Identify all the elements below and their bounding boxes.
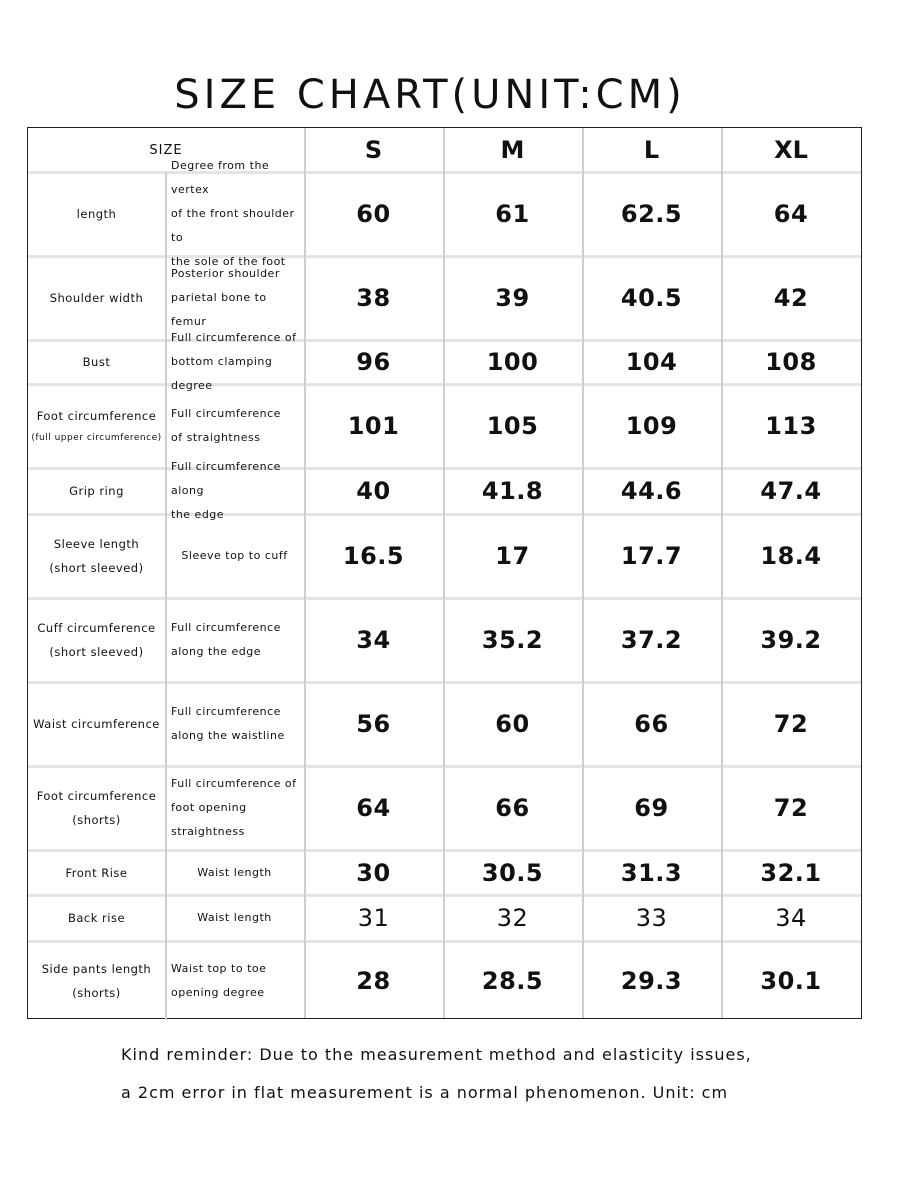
measurement-name-text: Foot circumference (36, 789, 157, 803)
measurement-description-line: Posterior shoulder (171, 267, 280, 280)
size-value-xl: 34 (775, 904, 807, 932)
measurement-description (165, 598, 304, 682)
measurement-description (165, 331, 304, 392)
measurement-name-text: Cuff circumference (37, 621, 156, 635)
size-value-l: 44.6 (620, 477, 683, 505)
size-value-m: 35.2 (481, 626, 544, 654)
size-value-s: 30 (356, 858, 391, 887)
size-value-xl: 72 (773, 794, 809, 822)
size-value-l: 66 (634, 710, 669, 738)
measurement-name-text: Waist circumference (33, 717, 160, 731)
size-value-l: 17.7 (620, 542, 683, 570)
measurement-description (165, 514, 304, 598)
measurement-name-subtext: (short sleeved) (49, 645, 144, 659)
size-value-xl: 30.1 (760, 966, 822, 995)
size-value-s: 60 (356, 200, 391, 228)
measurement-description-line: Full circumference of (171, 777, 297, 790)
size-value-m: 39 (495, 284, 530, 312)
measurement-description-line: Waist length (197, 911, 272, 924)
measurement-description-line: Sleeve top to cuff (181, 549, 288, 562)
size-value-s: 31 (357, 904, 390, 932)
size-value-xl: 39.2 (760, 626, 822, 654)
size-value-xl: 18.4 (760, 542, 822, 570)
measurement-description (165, 941, 304, 1020)
measurement-description (165, 460, 304, 521)
size-value-l: 109 (625, 412, 678, 440)
measurement-description-line: Waist top to toe (171, 961, 267, 975)
measurement-description-text (171, 616, 281, 664)
measurement-description-line: along the edge (171, 645, 262, 658)
size-value-s: 96 (356, 348, 391, 376)
size-value-xl: 72 (773, 710, 809, 738)
size-value-s: 56 (356, 710, 391, 738)
measurement-description-line: foot opening (171, 801, 247, 814)
size-value-m: 28.5 (481, 966, 544, 995)
size-value-m: 30.5 (481, 858, 544, 887)
size-value-xl: 32.1 (760, 858, 822, 887)
measurement-description (165, 159, 304, 268)
size-value-l: 29.3 (620, 966, 683, 995)
measurement-name-subtext: (full upper circumference) (31, 433, 162, 443)
measurement-description-line: Degree from the vertex (171, 159, 270, 196)
size-value-s: 34 (356, 626, 391, 654)
measurement-description-line: Full circumference (171, 621, 281, 634)
size-value-s: 38 (356, 284, 391, 312)
size-value-l: 69 (634, 794, 669, 822)
measurement-description-line: the edge (171, 508, 225, 521)
measurement-description-line: along the waistline (171, 729, 285, 742)
measurement-name (28, 895, 165, 941)
measurement-description-line: the sole of the foot (171, 255, 286, 268)
measurement-name-text: Front Rise (65, 865, 128, 880)
measurement-description-line: Full circumference (171, 407, 281, 420)
size-value-xl: 113 (765, 412, 817, 440)
size-value-m: 17 (495, 542, 530, 570)
size-value-m: 105 (486, 412, 539, 440)
page-title: SIZE CHART(UNIT:CM) (174, 72, 686, 118)
size-header: SIZE (149, 142, 183, 158)
size-value-m: 100 (486, 348, 539, 376)
measurement-name-subtext: (short sleeved) (49, 561, 144, 575)
size-value-m: 32 (496, 904, 529, 932)
size-value-l: 104 (625, 348, 678, 376)
size-value-s: 28 (356, 966, 391, 995)
size-value-s: 64 (356, 794, 391, 822)
size-chart-table (27, 127, 862, 1019)
size-value-xl: 42 (773, 284, 809, 312)
measurement-name-subtext: (shorts) (72, 985, 121, 1000)
size-value-xl: 47.4 (760, 477, 822, 505)
size-value-m: 61 (495, 200, 530, 228)
measurement-description-text (197, 906, 272, 930)
measurement-description-line: parietal bone to femur (171, 291, 267, 328)
size-column-header: S (364, 136, 383, 164)
measurement-name (28, 766, 165, 850)
measurement-name (28, 598, 165, 682)
measurement-description-line: Waist length (197, 865, 272, 879)
size-value-m: 60 (495, 710, 530, 738)
size-value-s: 101 (347, 412, 400, 440)
size-column-header: L (643, 136, 660, 164)
measurement-description (165, 895, 304, 941)
measurement-description-line: of straightness (171, 431, 261, 444)
reminder-line-1: Kind reminder: Due to the measurement method and elasticity issues, (121, 1045, 752, 1064)
measurement-name (28, 468, 165, 514)
measurement-name-text: Back rise (67, 911, 126, 925)
measurement-name (28, 340, 165, 384)
measurement-name (28, 941, 165, 1020)
measurement-description-text (171, 402, 281, 450)
measurement-description-line: of the front shoulder to (171, 207, 295, 244)
measurement-description-text (171, 262, 304, 334)
measurement-name (28, 850, 165, 895)
size-value-l: 33 (635, 904, 668, 932)
reminder-line-2: a 2cm error in flat measurement is a normal phenomenon. Unit: cm (121, 1083, 729, 1102)
measurement-description (165, 850, 304, 895)
measurement-name (28, 256, 165, 340)
measurement-description-line: Full circumference (171, 705, 281, 718)
measurement-description-line: bottom clamping degree (171, 355, 273, 392)
size-value-l: 37.2 (620, 626, 683, 654)
size-value-s: 40 (356, 477, 391, 505)
measurement-description (165, 766, 304, 850)
measurement-name (28, 514, 165, 598)
measurement-name-text: Shoulder width (49, 291, 144, 305)
measurement-description-text (197, 861, 272, 885)
measurement-name-text: length (76, 207, 117, 221)
measurement-description-line: Full circumference of (171, 331, 297, 344)
measurement-name-text: Sleeve length (53, 537, 140, 551)
measurement-name-text: Bust (82, 355, 111, 369)
measurement-description-line: opening degree (171, 985, 265, 999)
size-column-header: M (500, 136, 525, 164)
measurement-name (28, 682, 165, 766)
size-value-l: 31.3 (620, 858, 683, 887)
measurement-description-text (171, 700, 285, 748)
size-value-xl: 108 (765, 348, 817, 376)
size-value-m: 41.8 (481, 477, 544, 505)
measurement-description-line: Full circumference along (171, 460, 281, 497)
measurement-name (28, 384, 165, 468)
measurement-description-line: straightness (171, 825, 245, 838)
measurement-name-text: Grip ring (69, 484, 124, 498)
measurement-name-subtext: (shorts) (72, 813, 121, 827)
measurement-description (165, 682, 304, 766)
measurement-name-text: Side pants length (41, 961, 152, 976)
size-value-xl: 64 (773, 200, 809, 228)
measurement-description-text (171, 957, 266, 1005)
size-value-m: 66 (495, 794, 530, 822)
measurement-description-text (181, 544, 287, 568)
measurement-description-text (171, 772, 297, 844)
size-value-l: 62.5 (620, 200, 683, 228)
size-value-l: 40.5 (620, 284, 683, 312)
size-column-header: XL (774, 136, 808, 164)
measurement-name-text: Foot circumference (36, 409, 157, 423)
measurement-name (28, 172, 165, 256)
size-value-s: 16.5 (342, 542, 405, 570)
